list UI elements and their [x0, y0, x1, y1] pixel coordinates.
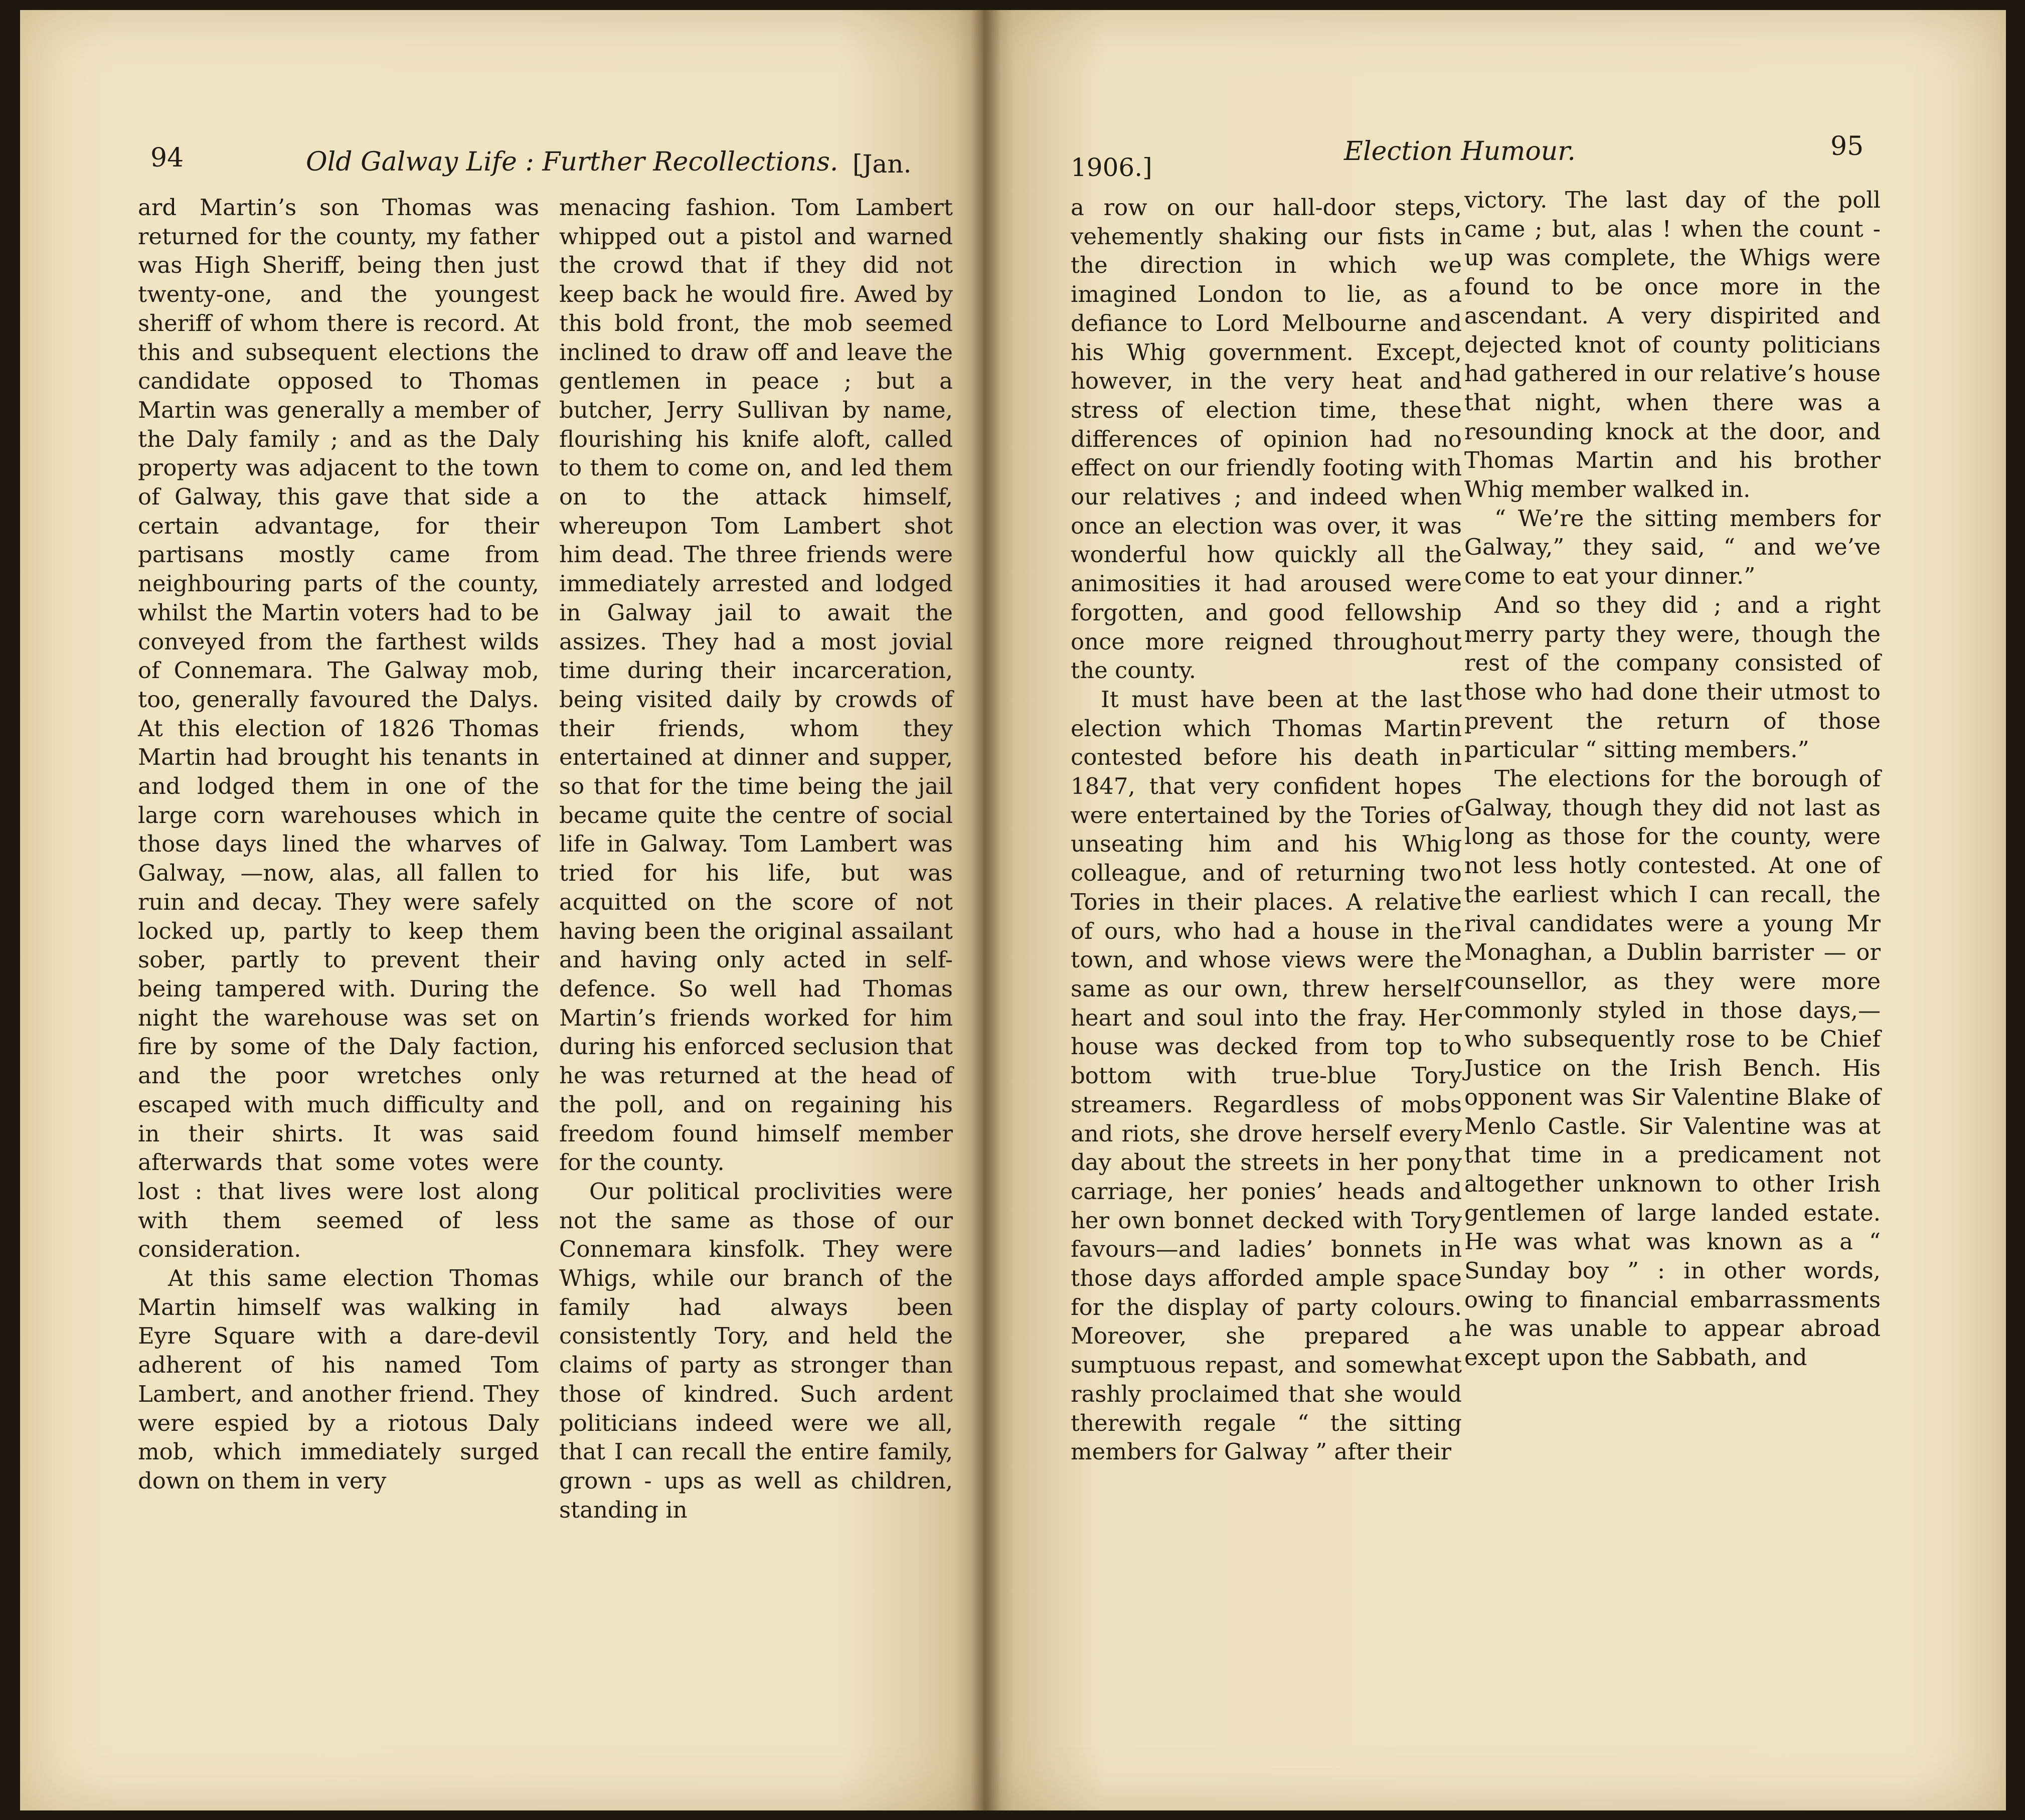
paragraph: menacing fashion. Tom Lambert whipped out a pistol and warned the crowd that if they did not keep back he would fire. Awed by this bold front, the mob seemed inclined to draw off and leave the gentlemen in peace ; but a butcher, Jerry Sullivan by name, flourishing his knife aloft, called to them to come on, and led them on to the attack himself, whereupon Tom Lambert shot him dead. The three friends were immediately arrested and lodged in Galway jail to await the assizes. They had a most jovial time during their incarceration, being visited daily by crowds of their friends, whom they entertained at dinner and supper, so that for the time being the jail became quite the centre of social life in Galway. Tom Lambert was tried for his life, but was acquitted on the score of not having been the original assailant and having only acted in self-defence. So well had Thomas Martin’s friends worked for him during his enforced seclusion that he was returned at the head of the poll, and on regaining his freedom found himself member for the county. [559, 194, 953, 1176]
paragraph: The elections for the borough of Galway, though they did not last as long as those for the county, were not less hotly contested. At one of the earliest which I can recall, the rival candidates were a young Mr Monaghan, a Dublin barrister — or counsellor, as they were more commonly styled in those days,—who subsequently rose to be Chief Justice on the Irish Bench. His opponent was Sir Valentine Blake of Menlo Castle. Sir Valentine was at that time in a predicament not altogether unknown to other Irish gentlemen of large landed estate. He was what was known as a “ Sunday boy ” : in other words, owing to financial embarrassments he was unable to appear abroad except upon the Sabbath, and [1464, 765, 1881, 1371]
paragraph: Our political proclivities were not the same as those of our Connemara kinsfolk. They were Whigs, while our branch of the family had always been consistently Tory, and held the claims of party as stronger than those of kindred. Such ardent politicians indeed were we all, that I can recall the entire family, grown - ups as well as children, standing in [559, 1178, 953, 1523]
right-column-2 [1464, 186, 1881, 1372]
left-running-title: Old Galway Life : Further Recollections. [306, 147, 838, 177]
paragraph: “ We’re the sitting members for Galway,” they said, “ and we’ve come to eat your dinner.” [1464, 505, 1881, 590]
paragraph: It must have been at the last election which Thomas Martin contested before his death in 1847, that very confident hopes were entertained by the Tories of unseating him and his Whig colleague, and of returning two Tories in their places. A relative of ours, who had a house in the town, and whose views were the same as our own, threw herself heart and soul into the fray. Her house was decked from top to bottom with true-blue Tory streamers. Regardless of mobs and riots, she drove herself every day about the streets in her pony carriage, her ponies’ heads and her own bonnet decked with Tory favours—and ladies’ bonnets in those days afforded ample space for the display of party colours. Moreover, she prepared a sumptuous repast, and somewhat rashly proclaimed that she would therewith regale “ the sitting members for Galway ” after their [1071, 686, 1462, 1465]
right-running-title: Election Humour. [1344, 136, 1576, 167]
left-column-1 [138, 193, 539, 1496]
paragraph: ard Martin’s son Thomas was returned for the county, my father was High Sheriff, being then just twenty-one, and the youngest sheriff of whom there is record. At this and subsequent elections the candidate opposed to Thomas Martin was generally a member of the Daly family ; and as the Daly property was adjacent to the town of Galway, this gave that side a certain advantage, for their partisans mostly came from neighbouring parts of the county, whilst the Martin voters had to be conveyed from the farthest wilds of Connemara. The Galway mob, too, generally favoured the Dalys. At this election of 1826 Thomas Martin had brought his tenants in and lodged them in one of the large corn warehouses which in those days lined the wharves of Galway, —now, alas, all fallen to ruin and decay. They were safely locked up, partly to keep them sober, partly to prevent their being tampered with. During the night the warehouse was set on fire by some of the Daly faction, and the poor wretches only escaped with much difficulty and in their shirts. It was said afterwards that some votes were lost : that lives were lost along with them seemed of less consideration. [138, 194, 539, 1263]
right-page-number: 95 [1830, 131, 1864, 161]
book-gutter [970, 10, 1000, 1810]
paragraph: victory. The last day of the poll came ; but, alas ! when the count - up was complete, the Whigs were found to be once more in the ascendant. A very dispirited and dejected knot of county politicians had gathered in our relative’s house that night, when there was a resounding knock at the door, and Thomas Martin and his brother Whig member walked in. [1464, 187, 1881, 503]
paragraph: a row on our hall-door steps, vehemently shaking our fists in the direction in which we imagined London to lie, as a defiance to Lord Melbourne and his Whig government. Except, however, in the very heat and stress of election time, these differences of opinion had no effect on our friendly footing with our relatives ; and indeed when once an election was over, it was wonderful how quickly all the animosities it had aroused were forgotten, and good fellowship once more reigned throughout the county. [1071, 194, 1462, 684]
left-date-fragment: [Jan. [853, 149, 912, 179]
paragraph: At this same election Thomas Martin himself was walking in Eyre Square with a dare-devil adherent of his named Tom Lambert, and another friend. They were espied by a riotous Daly mob, which immediately surged down on them in very [138, 1265, 539, 1494]
left-page-number: 94 [150, 143, 184, 173]
right-column-1 [1071, 193, 1462, 1466]
right-date-fragment: 1906.] [1071, 153, 1152, 182]
paragraph: And so they did ; and a right merry party they were, though the rest of the company consisted of those who had done their utmost to prevent the return of those particular “ sitting members.” [1464, 591, 1881, 763]
left-column-2 [559, 193, 953, 1524]
